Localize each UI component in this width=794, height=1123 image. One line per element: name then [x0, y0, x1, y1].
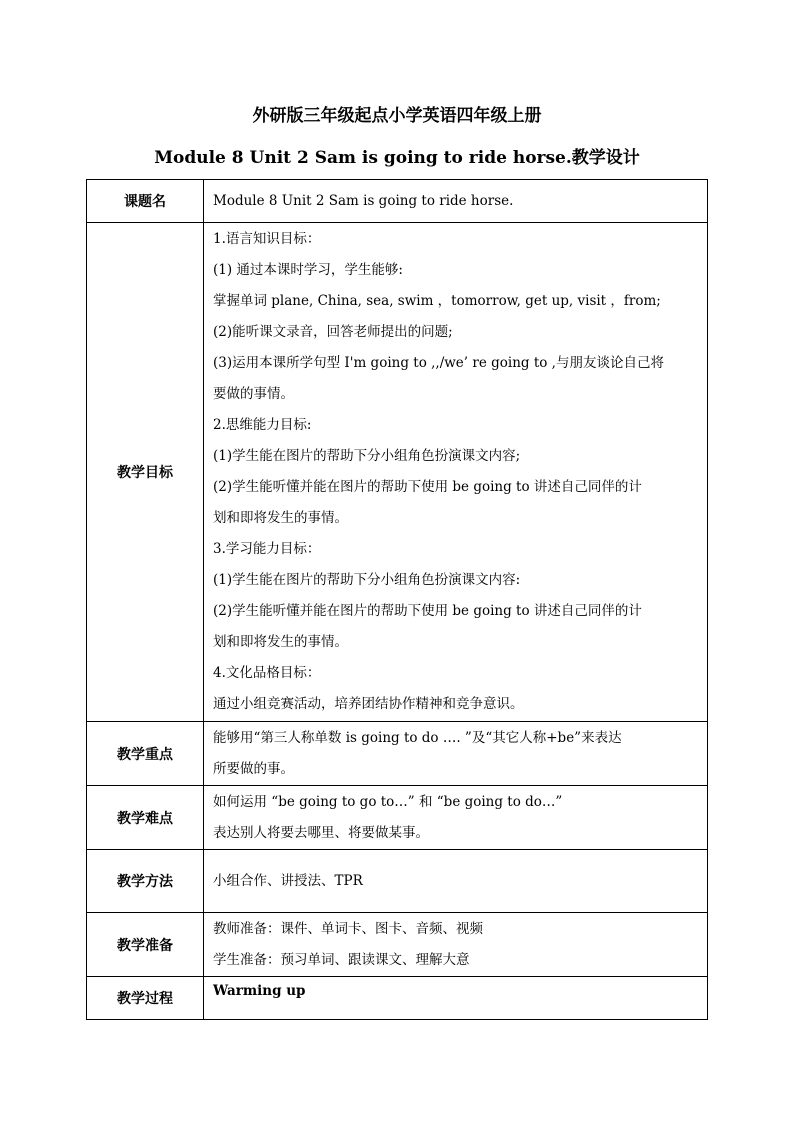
difficulty-line: 表达别人将要去哪里、将要做某事。 [213, 824, 429, 841]
label-objectives: 教学目标 [87, 223, 204, 722]
objective-line: (1)学生能在图片的帮助下分小组角色扮演课文内容; [213, 448, 521, 464]
objective-line: (2)学生能听懂并能在图片的帮助下使用 be going to 讲述自己同伴的计 [213, 603, 642, 619]
preparation-line: 教师准备：课件、单词卡、图卡、音频、视频 [213, 920, 483, 937]
document-title: 外研版三年级起点小学英语四年级上册 [252, 106, 542, 126]
value-methods: 小组合作、讲授法、TPR [204, 850, 708, 913]
row-preparation [87, 913, 708, 977]
objective-line: (2)学生能听懂并能在图片的帮助下使用 be going to 讲述自己同伴的计 [213, 479, 642, 495]
objective-line: 划和即将发生的事情。 [213, 634, 348, 650]
difficulty-line: 如何运用 “be going to go to…” 和 “be going to do…” [213, 793, 563, 810]
value-preparation [204, 913, 708, 977]
objective-line: 通过小组竞赛活动，培养团结协作精神和竞争意识。 [213, 696, 524, 712]
preparation-line: 学生准备：预习单词、跟读课文、理解大意 [213, 951, 470, 968]
value-difficulties [204, 786, 708, 850]
objective-line: (2)能听课文录音，回答老师提出的问题; [213, 324, 453, 340]
objective-line: 3.学习能力目标： [213, 541, 321, 557]
lesson-plan-table [86, 179, 708, 1020]
label-process: 教学过程 [87, 977, 204, 1020]
objective-line: 要做的事情。 [213, 386, 294, 402]
objective-line: 划和即将发生的事情。 [213, 510, 348, 526]
objective-line: (3)运用本课所学句型 I'm going to ,,/we’ re going to ,与朋友谈论自己将 [213, 355, 664, 371]
row-process [87, 977, 708, 1020]
objective-line: (1)学生能在图片的帮助下分小组角色扮演课文内容: [213, 572, 521, 588]
label-preparation: 教学准备 [87, 913, 204, 977]
objective-line: 4.文化品格目标： [213, 665, 321, 681]
value-topic: Module 8 Unit 2 Sam is going to ride horse. [204, 180, 708, 223]
row-key-points [87, 722, 708, 786]
objective-line: 1.语言知识目标： [213, 231, 321, 247]
label-methods: 教学方法 [87, 850, 204, 913]
key-point-line: 所要做的事。 [213, 760, 294, 777]
row-topic [87, 180, 708, 223]
label-topic: 课题名 [87, 180, 204, 223]
objective-line: 2.思维能力目标: [213, 417, 312, 433]
document-subtitle: Module 8 Unit 2 Sam is going to ride horse.教学设计 [154, 148, 640, 168]
objective-line: 掌握单词 plane, China, sea, swim ，tomorrow, get up, visit ，from; [213, 293, 661, 309]
label-difficulties: 教学难点 [87, 786, 204, 850]
value-key-points [204, 722, 708, 786]
row-methods [87, 850, 708, 913]
row-difficulties [87, 786, 708, 850]
key-point-line: 能够用“第三人称单数 is going to do …. ”及“其它人称+be”来表达 [213, 729, 622, 746]
objective-line: (1) 通过本课时学习，学生能够: [213, 262, 403, 278]
value-process: Warming up [204, 977, 708, 1020]
value-objectives [204, 223, 708, 722]
label-key-points: 教学重点 [87, 722, 204, 786]
row-objectives [87, 223, 708, 722]
